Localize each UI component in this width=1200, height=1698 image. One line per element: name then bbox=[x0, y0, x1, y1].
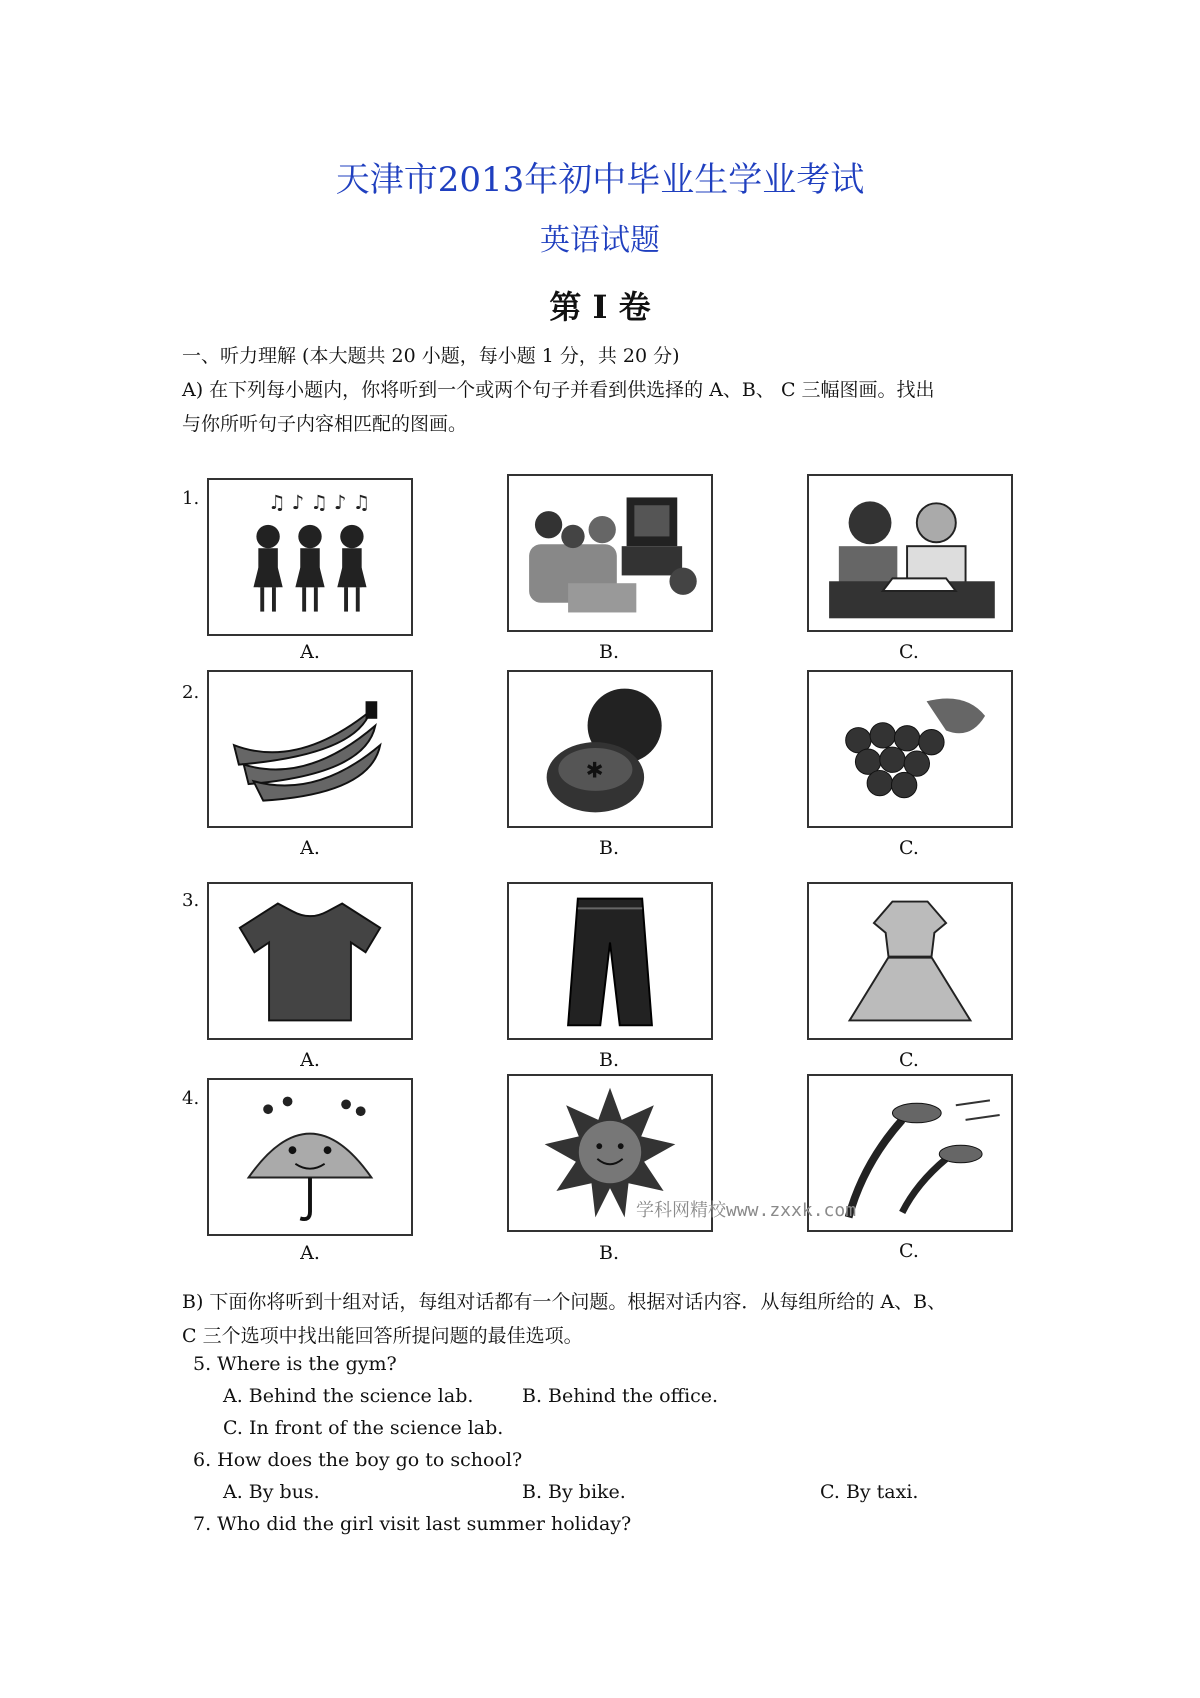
question-5-option-c: C. In front of the science lab. bbox=[223, 1417, 504, 1439]
label-3b: B. bbox=[598, 1049, 619, 1071]
label-2c: C. bbox=[899, 837, 919, 859]
section-heading: 一、听力理解 (本大题共 20 小题，每小题 1 分，共 20 分) bbox=[182, 345, 680, 367]
row-number-3: 3. bbox=[182, 890, 200, 911]
label-1a: A. bbox=[300, 641, 320, 663]
picture-1a bbox=[207, 478, 413, 636]
label-4a: A. bbox=[300, 1242, 320, 1264]
question-6: 6. How does the boy go to school? bbox=[193, 1449, 523, 1471]
question-5-option-b: B. Behind the office. bbox=[522, 1385, 719, 1407]
picture-4a bbox=[207, 1078, 413, 1236]
family-watching-tv-icon bbox=[509, 476, 711, 630]
bananas-icon bbox=[209, 672, 411, 826]
row-number-2: 2. bbox=[182, 682, 200, 703]
label-4c: C. bbox=[899, 1240, 919, 1262]
singing-girls-icon bbox=[209, 480, 411, 634]
subject-title: 英语试题 bbox=[540, 223, 660, 258]
picture-1c bbox=[807, 474, 1013, 632]
question-5: 5. Where is the gym? bbox=[193, 1353, 397, 1375]
row-number-4: 4. bbox=[182, 1088, 200, 1109]
part-b-instruction-2: C 三个选项中找出能回答所提问题的最佳选项。 bbox=[182, 1325, 583, 1347]
jeans-icon bbox=[509, 884, 711, 1038]
picture-3c bbox=[807, 882, 1013, 1040]
row-number-1: 1. bbox=[182, 488, 200, 509]
picture-2a bbox=[207, 670, 413, 828]
label-2b: B. bbox=[598, 837, 619, 859]
question-6-option-c: C. By taxi. bbox=[820, 1481, 919, 1503]
picture-3b bbox=[507, 882, 713, 1040]
grapes-icon bbox=[809, 672, 1011, 826]
part-a-instruction-1: A) 在下列每小题内，你将听到一个或两个句子并看到供选择的 A、B、 C 三幅图画。找出 bbox=[182, 379, 935, 401]
label-2a: A. bbox=[300, 837, 320, 859]
label-3c: C. bbox=[899, 1049, 919, 1071]
watermark: 学科网精校www.zxxk.com bbox=[636, 1200, 857, 1221]
volume-title: 第 I 卷 bbox=[549, 288, 651, 326]
svg-text:♫ ♪ ♫ ♪ ♫: ♫ ♪ ♫ ♪ ♫ bbox=[268, 491, 371, 515]
two-kids-reading-icon bbox=[809, 476, 1011, 630]
label-1b: B. bbox=[598, 641, 619, 663]
question-6-option-b: B. By bike. bbox=[522, 1481, 626, 1503]
picture-2b bbox=[507, 670, 713, 828]
picture-3a bbox=[207, 882, 413, 1040]
question-7: 7. Who did the girl visit last summer holiday? bbox=[193, 1513, 632, 1535]
rain-umbrella-icon bbox=[209, 1080, 411, 1234]
part-a-instruction-2: 与你所听句子内容相匹配的图画。 bbox=[182, 413, 468, 435]
main-title: 天津市2013年初中毕业生学业考试 bbox=[335, 160, 865, 200]
question-6-option-a: A. By bus. bbox=[223, 1481, 320, 1503]
t-shirt-icon bbox=[209, 884, 411, 1038]
picture-1b bbox=[507, 474, 713, 632]
picture-2c bbox=[807, 670, 1013, 828]
label-4b: B. bbox=[598, 1242, 619, 1264]
part-b-instruction-1: B) 下面你将听到十组对话，每组对话都有一个问题。根据对话内容．从每组所给的 A、B、 bbox=[182, 1291, 947, 1313]
label-3a: A. bbox=[300, 1049, 320, 1071]
svg-text:✱: ✱ bbox=[585, 758, 604, 784]
label-1c: C. bbox=[899, 641, 919, 663]
tomatoes-icon bbox=[509, 672, 711, 826]
question-5-option-a: A. Behind the science lab. bbox=[223, 1385, 474, 1407]
dress-icon bbox=[809, 884, 1011, 1038]
